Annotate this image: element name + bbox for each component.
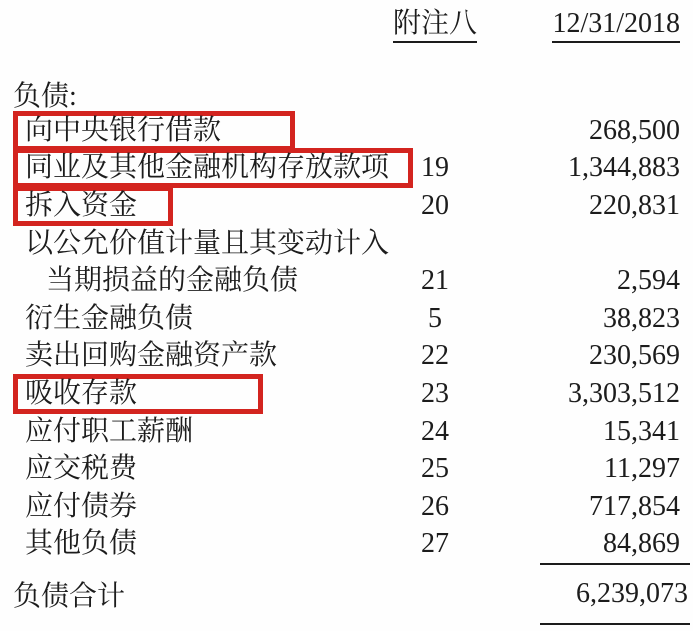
row-note: 25 <box>421 453 449 485</box>
row-value: 230,569 <box>589 340 680 372</box>
date-column-header <box>480 10 680 43</box>
row-value: 38,823 <box>603 302 680 334</box>
row-label: 衍生金融负债 <box>25 302 194 334</box>
row-value: 717,854 <box>589 490 680 522</box>
table-row <box>0 338 693 376</box>
date-column-header-label: 12/31/2018 <box>552 10 680 43</box>
table-row <box>0 375 693 413</box>
table-row <box>0 150 693 188</box>
table-row <box>0 413 693 451</box>
highlight-box <box>13 111 295 151</box>
row-note: 23 <box>421 377 449 409</box>
row-label: 同业及其他金融机构存放款项 <box>25 152 390 184</box>
total-value: 6,239,073 <box>540 563 690 625</box>
row-note: 24 <box>421 415 449 447</box>
row-note: 27 <box>421 528 449 560</box>
row-label: 吸收存款 <box>25 377 138 409</box>
table-row <box>0 187 693 225</box>
row-note: 20 <box>421 189 449 221</box>
table-row <box>0 526 693 564</box>
row-note: 21 <box>421 265 449 297</box>
row-label: 卖出回购金融资产款 <box>25 340 278 372</box>
note-column-header <box>390 10 480 43</box>
row-value: 2,594 <box>617 265 680 297</box>
row-label: 拆入资金 <box>25 189 138 221</box>
row-value: 3,303,512 <box>568 377 680 409</box>
row-label: 应付债券 <box>25 490 138 522</box>
table-row <box>0 488 693 526</box>
table-row <box>0 262 693 300</box>
row-label: 应交税费 <box>25 453 138 485</box>
row-value: 220,831 <box>589 189 680 221</box>
row-label: 以公允价值计量且其变动计入 <box>25 227 390 259</box>
row-label: 向中央银行借款 <box>25 114 222 146</box>
table-row <box>0 300 693 338</box>
row-label: 其他负债 <box>25 528 138 560</box>
total-label: 负债合计 <box>13 581 126 613</box>
row-label: 应付职工薪酬 <box>25 415 194 447</box>
section-title-row <box>0 82 693 112</box>
table-header-row <box>0 6 693 50</box>
row-value: 84,869 <box>603 528 680 560</box>
section-title: 负债: <box>13 81 77 112</box>
table-row <box>0 225 693 263</box>
row-note: 22 <box>421 340 449 372</box>
table-row <box>0 112 693 150</box>
row-note: 19 <box>421 152 449 184</box>
table-row <box>0 450 693 488</box>
row-label: 当期损益的金融负债 <box>46 265 299 297</box>
row-note: 5 <box>428 302 442 334</box>
highlight-box <box>13 186 173 226</box>
row-value: 1,344,883 <box>568 152 680 184</box>
row-value: 268,500 <box>589 114 680 146</box>
total-row <box>0 565 693 623</box>
row-value: 11,297 <box>604 453 680 485</box>
highlight-box <box>13 374 263 414</box>
row-note: 26 <box>421 490 449 522</box>
note-column-header-label: 附注八 <box>393 10 477 43</box>
row-value: 15,341 <box>603 415 680 447</box>
highlight-box <box>13 148 413 188</box>
